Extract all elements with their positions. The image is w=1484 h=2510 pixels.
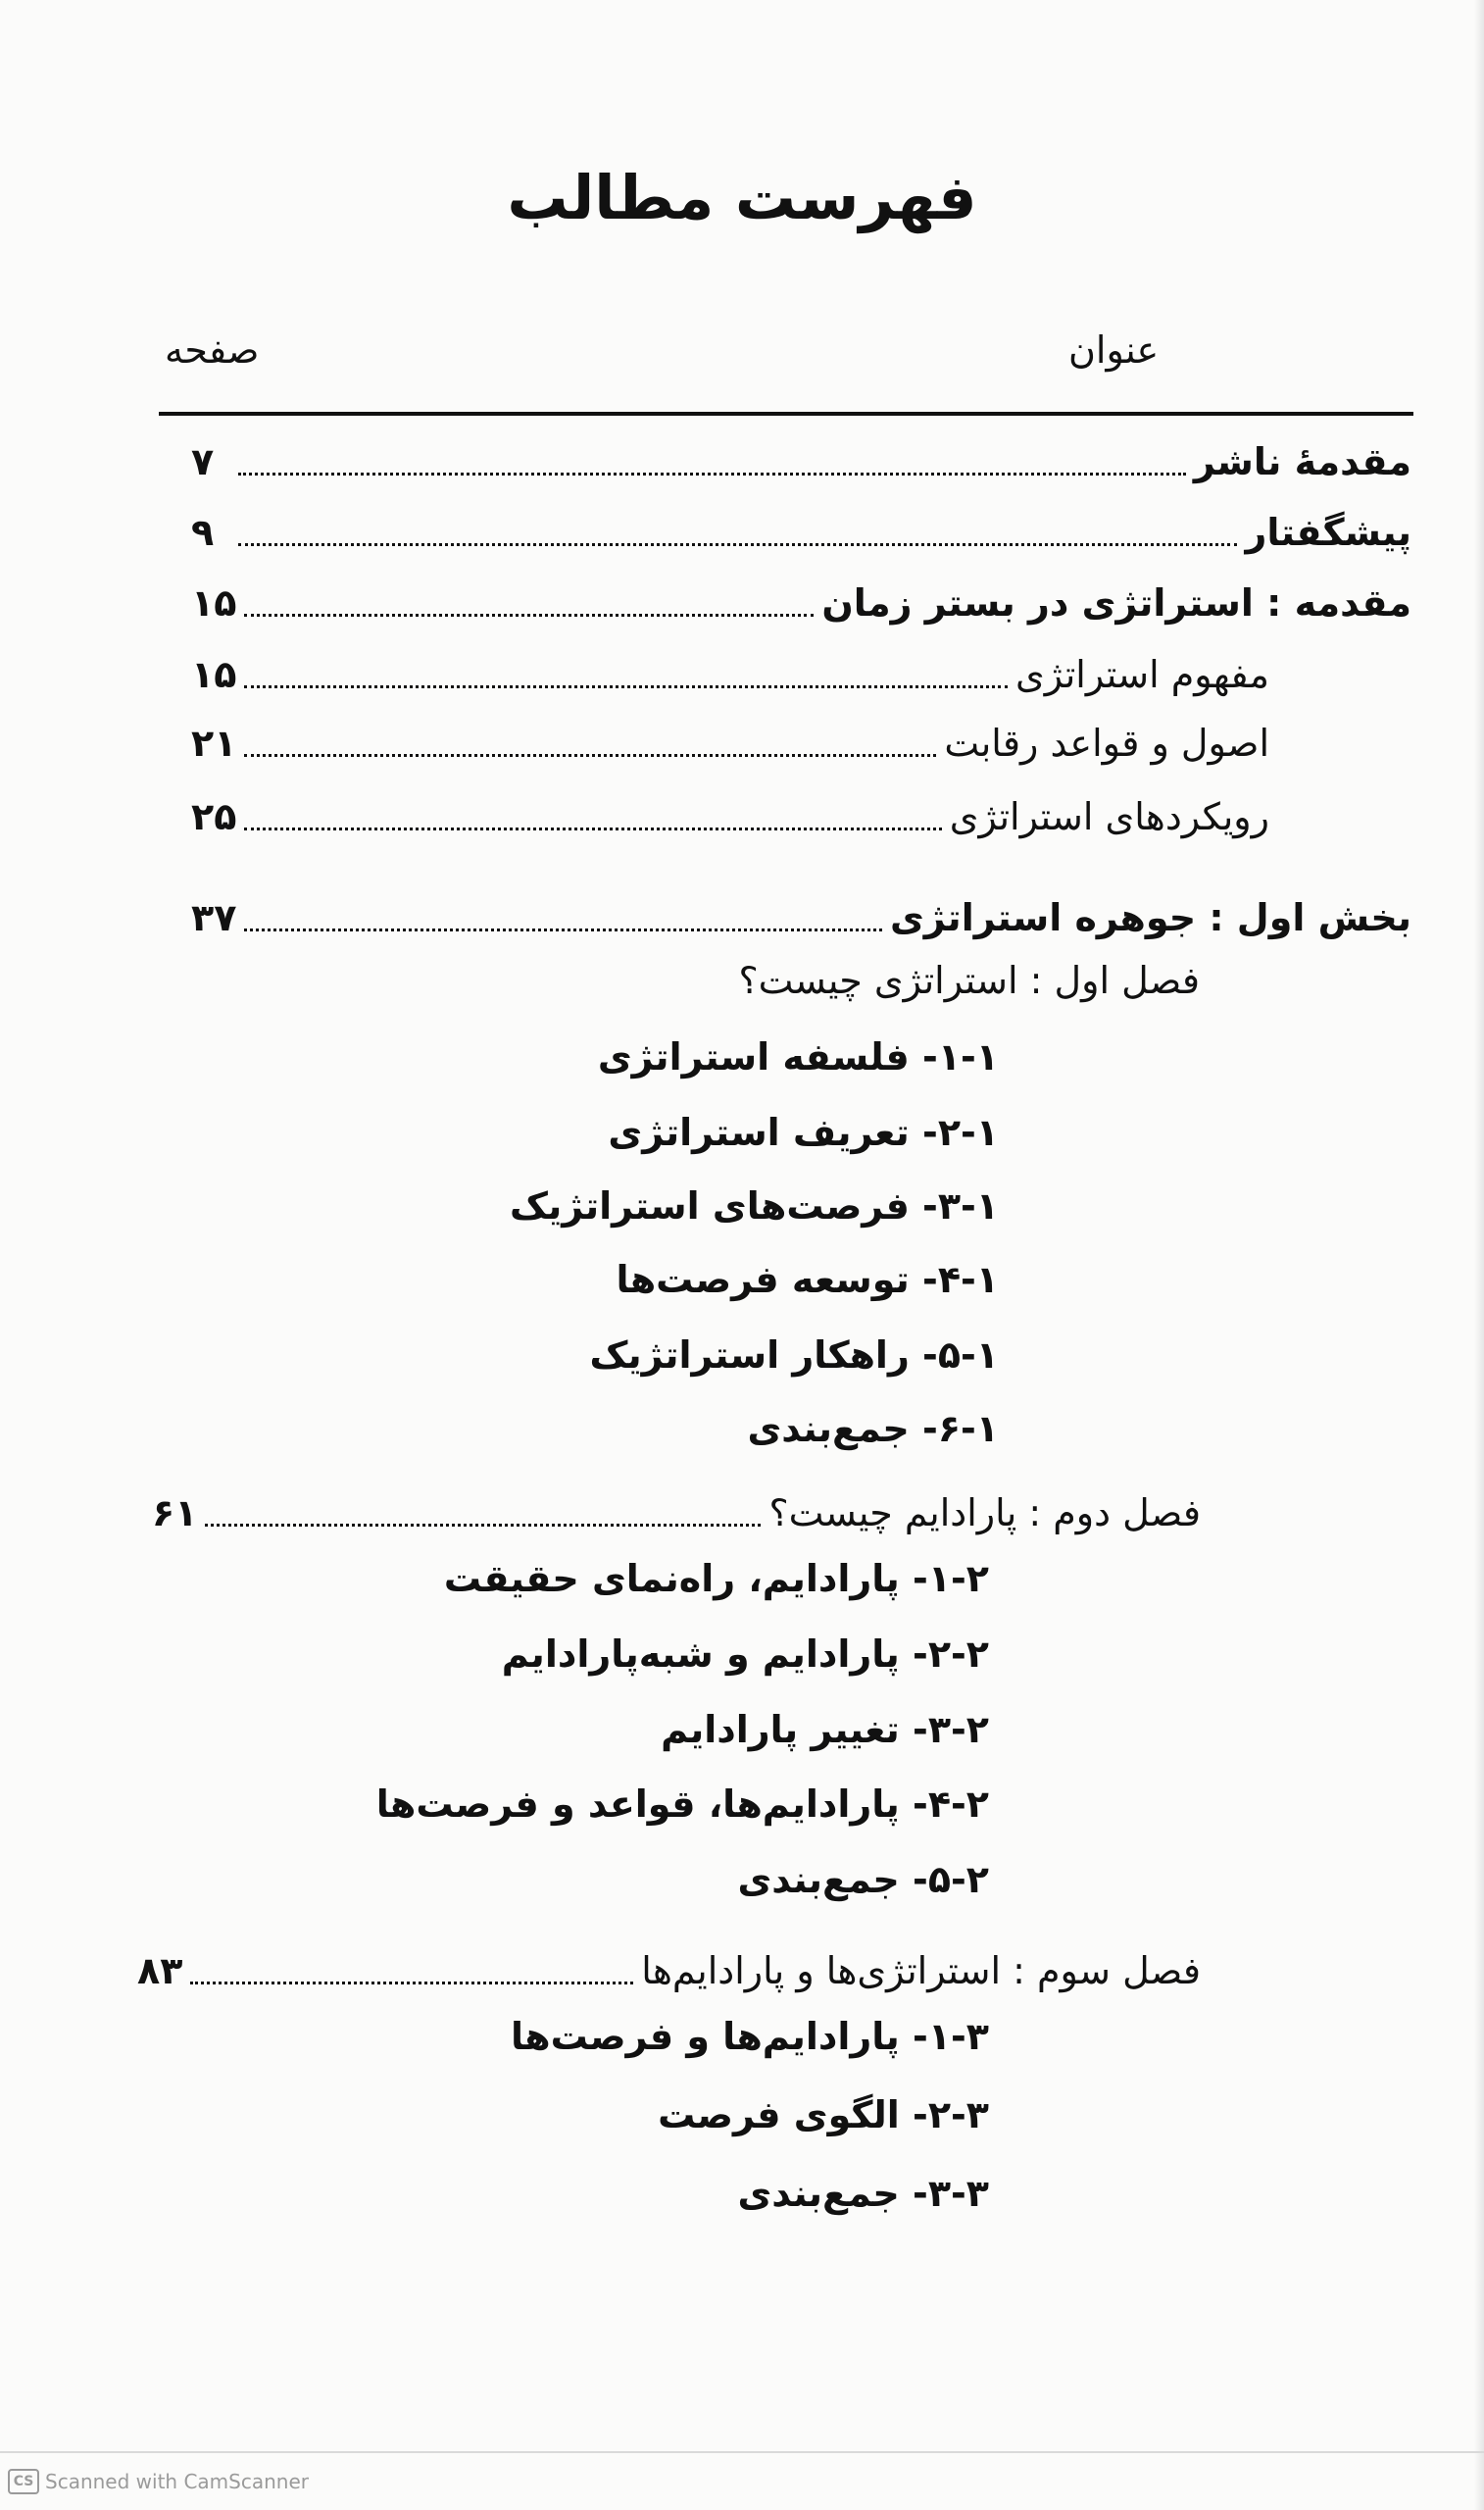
scanner-watermark: [8, 2467, 309, 2496]
toc-entry-competition-rules: [191, 716, 1269, 771]
toc-entry-label: فصل دوم : پارادایم چیست؟: [768, 1491, 1201, 1534]
toc-section-2-2: ۲-۲- پارادایم و شبه‌پارادایم: [501, 1632, 989, 1676]
toc-entry-foreword: [191, 505, 1411, 560]
column-header-title: عنوان: [1068, 328, 1160, 372]
toc-section-1-5: ۵-۱- راهکار استراتژیک: [589, 1333, 999, 1377]
toc-section-1-2: ۲-۱- تعریف استراتژی: [608, 1111, 999, 1154]
toc-chapter-1: فصل اول : استراتژی چیست؟: [738, 959, 1200, 1002]
toc-section-2-3: ۳-۲- تغییر پارادایم: [661, 1708, 989, 1751]
toc-entry-label: مقدمه : استراتژی در بستر زمان: [821, 581, 1411, 625]
toc-entry-label: فصل سوم : استراتژی‌ها و پارادایم‌ها: [641, 1949, 1201, 1992]
header-rule: [159, 412, 1413, 416]
dot-leader: [205, 1524, 761, 1527]
column-header-page: صفحه: [165, 328, 260, 372]
toc-entry-label: بخش اول : جوهره استراتژی: [889, 896, 1411, 939]
dot-leader: [244, 828, 941, 830]
dot-leader: [244, 614, 814, 617]
toc-section-2-1: ۱-۲- پارادایم، راه‌نمای حقیقت: [443, 1557, 989, 1600]
toc-entry-label: مقدمۀ ناشر: [1193, 440, 1411, 483]
toc-entry-publisher-preface: [191, 434, 1411, 489]
toc-entry-page: ۱۵: [191, 581, 237, 625]
page-title: فهرست مطالب: [507, 162, 977, 233]
toc-chapter-3: [137, 1943, 1201, 1998]
dot-leader: [244, 754, 936, 757]
toc-entry-page: ۲۵: [191, 795, 237, 838]
dot-leader: [244, 685, 1008, 688]
toc-chapter-2: [152, 1485, 1201, 1540]
toc-entry-part-one: [191, 890, 1411, 945]
toc-section-3-2: ۲-۳- الگوی فرصت: [658, 2093, 989, 2136]
toc-entry-page: ۷: [191, 440, 215, 483]
toc-section-2-4: ۴-۲- پارادایم‌ها، قواعد و فرصت‌ها: [375, 1782, 989, 1826]
toc-section-3-1: ۱-۳- پارادایم‌ها و فرصت‌ها: [511, 2015, 989, 2058]
dot-leader: [244, 929, 882, 931]
toc-section-1-6: ۶-۱- جمع‌بندی: [747, 1407, 999, 1450]
toc-entry-page: ۶۱: [152, 1491, 198, 1534]
page-right-edge: [1474, 0, 1484, 2510]
toc-section-2-5: ۵-۲- جمع‌بندی: [737, 1858, 989, 1901]
toc-entry-introduction: [191, 576, 1411, 630]
dot-leader: [238, 543, 1237, 546]
toc-entry-strategy-approaches: [191, 789, 1269, 844]
page-bottom-edge: [0, 2451, 1484, 2453]
toc-section-1-4: ۴-۱- توسعه فرصت‌ها: [616, 1258, 999, 1301]
camscanner-icon: CS: [8, 2469, 39, 2494]
dot-leader: [238, 473, 1186, 476]
toc-entry-page: ۸۳: [137, 1949, 183, 1992]
toc-section-1-3: ۳-۱- فرصت‌های استراتژیک: [510, 1184, 999, 1228]
toc-entry-page: ۳۷: [191, 896, 237, 939]
toc-entry-label: اصول و قواعد رقابت: [944, 722, 1269, 765]
toc-entry-page: ۱۵: [191, 653, 237, 696]
toc-entry-page: ۲۱: [191, 722, 237, 765]
toc-section-3-3: ۳-۳- جمع‌بندی: [737, 2172, 989, 2215]
dot-leader: [190, 1982, 633, 1984]
toc-entry-label: رویکردهای استراتژی: [949, 795, 1269, 838]
toc-entry-label: مفهوم استراتژی: [1014, 653, 1269, 696]
toc-entry-strategy-concept: [191, 647, 1269, 702]
toc-entry-label: پیشگفتار: [1245, 511, 1411, 554]
scanner-watermark-text: Scanned with CamScanner: [45, 2470, 309, 2493]
toc-entry-page: ۹: [191, 511, 215, 554]
toc-section-1-1: ۱-۱- فلسفه استراتژی: [597, 1035, 999, 1079]
